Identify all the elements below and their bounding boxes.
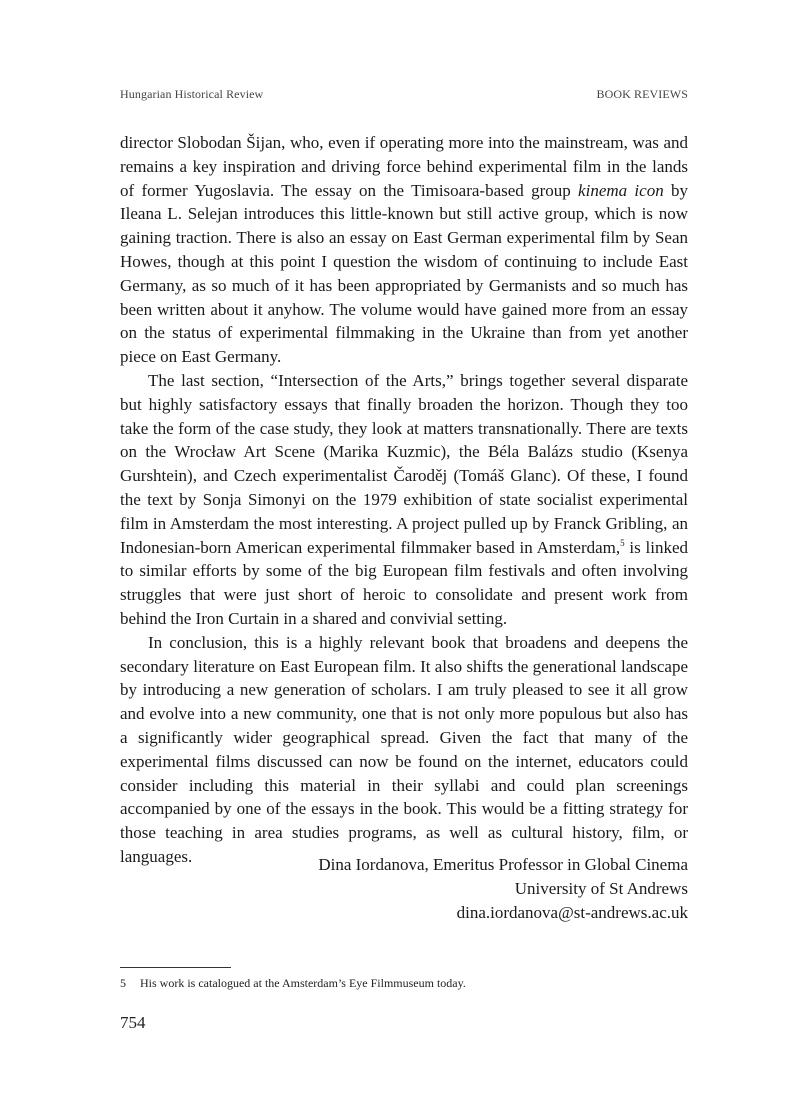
reviewer-email[interactable]: dina.iordanova@st-andrews.ac.uk — [456, 902, 688, 922]
review-body — [120, 131, 688, 869]
reviewer-name: Dina Iordanova, Emeritus Professor in Global Cinema — [318, 855, 688, 874]
running-head — [120, 87, 688, 102]
group-name-italic: kinema icon — [578, 180, 664, 200]
reviewer-signature — [120, 853, 688, 924]
footnote-divider — [120, 967, 231, 968]
footnote-reference[interactable]: 5 — [620, 537, 625, 548]
footnote-text: His work is catalogued at the Amsterdam’s Eye Filmmuseum today. — [140, 976, 466, 990]
paragraph-1 — [120, 131, 688, 369]
section-title: BOOK REVIEWS — [596, 87, 688, 101]
paragraph-1-text-a: director Slobodan Šijan, who, even if operating more into the mainstream, was and remains a key inspiration and driving force behind experimental film in the lands of former Yugoslavia. The essay on the Timisoara-based group — [120, 133, 688, 200]
journal-title: Hungarian Historical Review — [120, 87, 264, 101]
page-number: 754 — [120, 1013, 146, 1032]
paragraph-1-text-b: by Ileana L. Selejan introduces this little-known but still active group, which is now gaining traction. There is also an essay on East German experimental film by Sean Howes, though at this point I question the wisdom of continuing to include East Germany, as so much of it has been appropriated by Germanists and so much has been written about it anyhow. The volume would have gained more from an essay on the status of experimental filmmaking in the Ukraine than from yet another piece on East Germany. — [120, 180, 689, 367]
footnote — [120, 975, 688, 991]
paragraph-2-text-a: The last section, “Intersection of the Arts,” brings together several disparate but highly satisfactory essays that finally broaden the horizon. Though they too take the form of the case study, they look at matters transnationally. There are texts on the Wrocław Art Scene (Marika Kuzmic), the Béla Balázs studio (Ksenya Gurshtein), and Czech experimentalist Čaroděj (Tomáš Glanc). Of these, I found the text by Sonja Simonyi on the 1979 exhibition of state socialist experimental film in Amsterdam the most interesting. A project pulled up by Franck Gribling, an Indonesian-born American experimental filmmaker based in Amsterdam, — [120, 370, 688, 557]
paragraph-2 — [120, 369, 688, 631]
footnote-number: 5 — [120, 976, 126, 990]
reviewer-affiliation: University of St Andrews — [514, 878, 688, 898]
paragraph-3: In conclusion, this is a highly relevant book that broadens and deepens the secondary literature on East European film. It also shifts the generational landscape by introducing a new generation of scholars. I am truly pleased to see it all grow and evolve into a new community, one that is not only more populous but also has a significantly wider geographical spread. Given the fact that many of the experimental films discussed can now be found on the internet, educators could consider including this material in their syllabi and could plan screenings accompanied by one of the essays in the book. This would be a fitting strategy for those teaching in area studies programs, as well as cultural history, film, or languages. — [120, 632, 688, 866]
paragraph-2-text-b: is linked to similar efforts by some of the big European film festivals and often involving struggles that were just short of heroic to consolidate and present work from behind the Iron Curtain in a shared and convivial setting. — [120, 537, 688, 628]
